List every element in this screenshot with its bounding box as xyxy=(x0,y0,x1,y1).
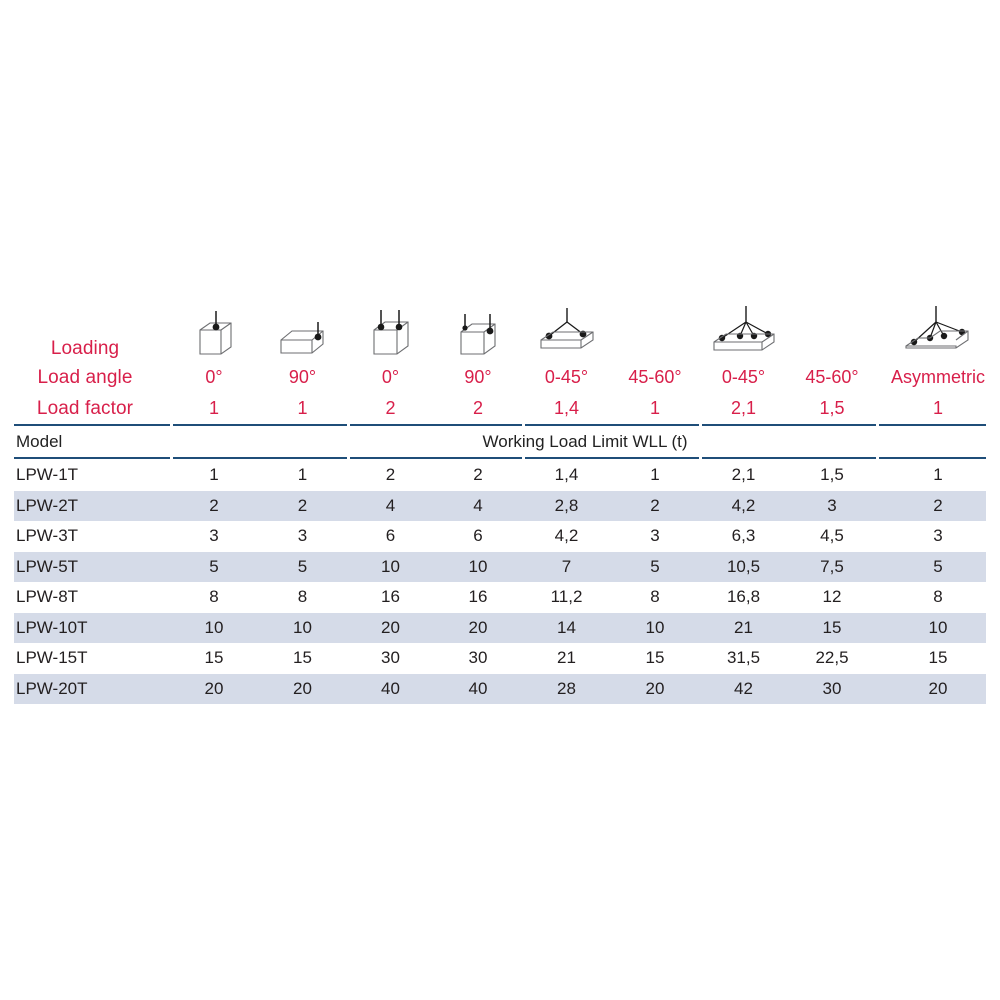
model-cell: LPW-15T xyxy=(16,648,88,668)
wll-cell: 20 xyxy=(258,674,347,705)
model-cell: LPW-5T xyxy=(0,552,170,583)
load-angle-col-5: 0-45° xyxy=(544,367,589,387)
wll-cell: 6,3 xyxy=(731,526,756,546)
load-factor-row xyxy=(0,393,1000,424)
wll-data-table xyxy=(0,460,1000,704)
wll-cell: 2,8 xyxy=(522,491,611,522)
wll-cell: 3 xyxy=(788,491,876,522)
table-row xyxy=(0,613,1000,644)
wll-cell: 21 xyxy=(699,613,788,644)
model-column-header: Model xyxy=(16,432,63,451)
model-cell: LPW-10T xyxy=(0,613,170,644)
four-leg-sling-slab-icon xyxy=(699,300,788,362)
model-cell: LPW-20T xyxy=(0,674,170,705)
wll-cell: 1,5 xyxy=(820,465,844,485)
wll-cell: 16 xyxy=(468,587,488,607)
wll-cell: 10 xyxy=(347,552,434,583)
table-row xyxy=(0,552,1000,583)
two-leg-parallel-sling-box-icon xyxy=(434,300,522,362)
load-angle-col-6: 45-60° xyxy=(628,367,682,387)
wll-cell: 1 xyxy=(209,465,219,485)
table-row xyxy=(0,460,1000,491)
wll-cell: 28 xyxy=(522,674,611,705)
wll-cell: 1 xyxy=(650,465,660,485)
wll-cell: 2 xyxy=(876,491,1000,522)
wll-cell: 12 xyxy=(822,587,842,607)
wll-cell: 40 xyxy=(434,674,522,705)
wll-cell: 4 xyxy=(434,491,522,522)
column-title-band xyxy=(0,427,1000,457)
wll-cell: 4,5 xyxy=(820,526,844,546)
wll-cell: 20 xyxy=(876,674,1000,705)
load-angle-col-3: 0° xyxy=(381,367,400,387)
load-factor-col-5: 1,4 xyxy=(553,398,580,418)
wll-cell: 20 xyxy=(434,613,522,644)
wll-cell: 2 xyxy=(473,465,483,485)
wll-cell: 5 xyxy=(170,552,258,583)
wll-cell: 3 xyxy=(650,526,660,546)
load-factor-row-label: Load factor xyxy=(36,397,134,419)
wll-cell: 8 xyxy=(650,587,660,607)
wll-cell: 5 xyxy=(258,552,347,583)
load-factor-col-2: 1 xyxy=(297,398,308,418)
model-cell: LPW-3T xyxy=(16,526,79,546)
wll-cell: 3 xyxy=(933,526,943,546)
table-row xyxy=(0,582,1000,613)
wll-cell: 10 xyxy=(434,552,522,583)
model-cell: LPW-1T xyxy=(16,465,79,485)
wll-cell: 5 xyxy=(876,552,1000,583)
loading-row-label: Loading xyxy=(50,338,120,359)
wll-cell: 7 xyxy=(522,552,611,583)
wll-cell: 15 xyxy=(204,648,224,668)
wll-cell: 2 xyxy=(611,491,699,522)
wll-table xyxy=(0,300,1000,704)
wll-cell: 20 xyxy=(347,613,434,644)
wll-cell: 1 xyxy=(933,465,943,485)
wll-cell: 6 xyxy=(385,526,396,546)
wll-cell: 4,2 xyxy=(554,526,579,546)
single-leg-sling-cube-vertical-icon xyxy=(170,300,258,362)
wll-cell: 30 xyxy=(468,648,488,668)
wll-cell: 8 xyxy=(297,587,308,607)
model-cell: LPW-2T xyxy=(0,491,170,522)
wll-cell: 42 xyxy=(699,674,788,705)
load-angle-col-1: 0° xyxy=(205,367,223,387)
load-factor-col-8: 1,5 xyxy=(819,398,845,418)
wll-cell: 7,5 xyxy=(788,552,876,583)
wll-cell: 1 xyxy=(297,465,308,485)
wll-cell: 10,5 xyxy=(699,552,788,583)
load-configuration-header xyxy=(0,300,1000,424)
wll-cell: 22,5 xyxy=(815,648,849,668)
wll-cell: 20 xyxy=(611,674,699,705)
wll-cell: 30 xyxy=(381,648,400,668)
two-leg-parallel-sling-cube-icon xyxy=(347,300,434,362)
wll-cell: 10 xyxy=(258,613,347,644)
wll-cell: 16,8 xyxy=(726,587,761,607)
load-angle-col-2: 90° xyxy=(288,367,317,387)
table-row xyxy=(0,674,1000,705)
table-top-rule xyxy=(0,424,1000,427)
wll-cell: 3 xyxy=(209,526,219,546)
wll-cell: 2 xyxy=(258,491,347,522)
load-angle-col-7: 0-45° xyxy=(721,367,766,387)
wll-cell: 10 xyxy=(611,613,699,644)
load-angle-row-label: Load angle xyxy=(37,366,133,388)
wll-cell: 15 xyxy=(788,613,876,644)
asymmetric-sling-slab-icon xyxy=(876,300,1000,362)
wll-cell: 2,1 xyxy=(731,465,756,485)
wll-cell: 16 xyxy=(381,587,400,607)
wll-cell: 40 xyxy=(347,674,434,705)
load-angle-col-8: 45-60° xyxy=(805,367,859,387)
wll-cell: 15 xyxy=(928,648,948,668)
table-row xyxy=(0,521,1000,552)
wll-cell: 11,2 xyxy=(550,587,583,607)
load-factor-col-4: 2 xyxy=(472,398,483,418)
wll-cell: 14 xyxy=(522,613,611,644)
wll-cell: 10 xyxy=(170,613,258,644)
wll-cell: 3 xyxy=(297,526,308,546)
wll-cell: 15 xyxy=(645,648,665,668)
wll-cell: 10 xyxy=(876,613,1000,644)
wll-column-header: Working Load Limit WLL (t) xyxy=(482,432,688,451)
table-body-wrapper xyxy=(0,460,1000,704)
wll-cell: 15 xyxy=(293,648,312,668)
load-factor-col-6: 1 xyxy=(649,398,660,418)
load-factor-col-7: 2,1 xyxy=(730,398,757,418)
wll-cell: 31,5 xyxy=(726,648,761,668)
wll-cell: 6 xyxy=(473,526,483,546)
single-leg-sling-flat-box-icon xyxy=(258,300,347,362)
wll-cell: 2 xyxy=(385,465,396,485)
wll-cell: 20 xyxy=(170,674,258,705)
load-factor-col-9: 1 xyxy=(932,398,943,418)
wll-cell: 2 xyxy=(170,491,258,522)
table-row xyxy=(0,491,1000,522)
wll-cell: 5 xyxy=(611,552,699,583)
wll-cell: 4 xyxy=(347,491,434,522)
table-subheader-row xyxy=(0,427,1000,457)
model-cell: LPW-8T xyxy=(16,587,79,607)
wll-cell: 1,4 xyxy=(554,465,579,485)
wll-cell: 4,2 xyxy=(699,491,788,522)
table-row xyxy=(0,643,1000,674)
wll-cell: 8 xyxy=(933,587,943,607)
wll-cell: 21 xyxy=(557,648,576,668)
wll-cell: 30 xyxy=(788,674,876,705)
load-factor-col-1: 1 xyxy=(208,398,219,418)
loading-icon-row xyxy=(0,300,1000,362)
wll-cell: 8 xyxy=(209,587,219,607)
load-factor-col-3: 2 xyxy=(385,398,396,418)
load-angle-col-9: Asymmetric xyxy=(891,367,985,387)
two-leg-sling-slab-icon xyxy=(522,300,611,362)
load-angle-row xyxy=(0,362,1000,393)
load-angle-col-4: 90° xyxy=(464,367,492,387)
